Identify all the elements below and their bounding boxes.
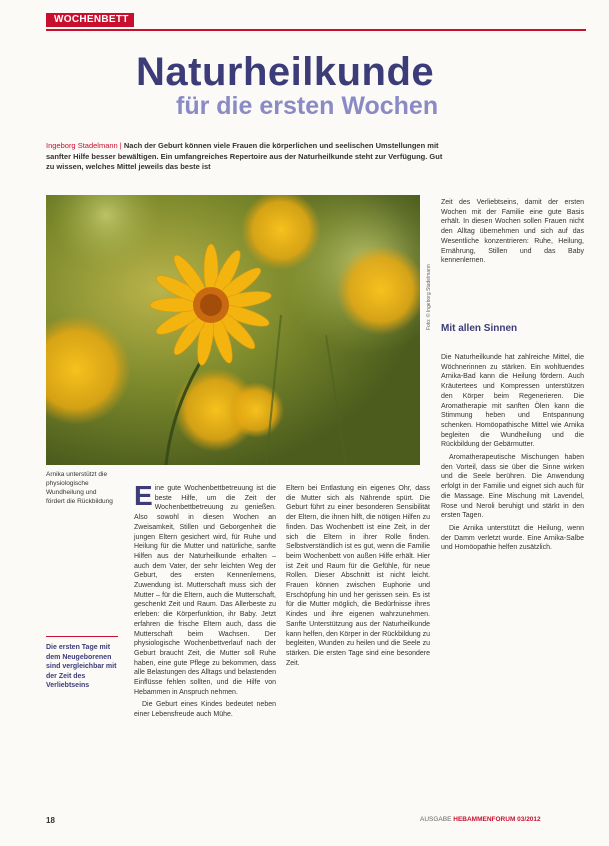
article-title: Naturheilkunde (136, 50, 435, 94)
col3-paragraph-3: Die Arnika unterstützt die Heilung, wenn der Damm verletzt wurde. Eine Arnika-Salbe und Homöopathie helfen zusätzlich. (441, 524, 584, 552)
footer-magazine (420, 816, 541, 823)
pullquote: Die ersten Tage mit dem Neugeborenen sind vergleichbar mit der Zeit des Verliebtseins (46, 644, 117, 689)
body-column-3-top (441, 198, 584, 269)
body-column-3 (441, 353, 584, 556)
footer-prefix: AUSGABE (420, 816, 452, 823)
article-intro (46, 141, 450, 173)
drop-cap: E (134, 480, 153, 511)
body-column-1 (134, 480, 276, 723)
col1-paragraph-2: Die Geburt eines Kindes bedeutet neben einer Lebensfreude auch Mühe. (134, 701, 276, 719)
arnica-photo (46, 195, 420, 465)
col2-paragraph: Eltern bei Entlastung ein eigenes Ohr, dass die Mutter sich als Nährende spürt. Die Geburt führt zu einer besonderen Sensibilität der Eltern, die ihnen hilft, die nötigen Hilfen zu finden. Das Wochenbett ist eine Zeit, in der sich die Eltern in ihrer Rolle finden. Selbstverständlich ist es gut, wenn die Familie beim Wochenbett von außen Hilfe erhält. Hier ist Zeit und Raum für die Gefühle, für neue Rollen. Dieser Abschnitt ist nicht leicht. Frauen können zwischen Euphorie und Erschöpfung hin und her gerissen sein. Es ist für die Mutter möglich, die Bedürfnisse ihres Kindes und ihre eigenen wahrzunehmen. Sanfte Unterstützung aus der Naturheilkunde kann helfen, den Körper in der Rückbildung zu begleiten, Wunden zu heilen und die Seele zu stärken. Die ersten Tage sind eine besondere Zeit. (286, 485, 430, 667)
intro-text: Nach der Geburt können viele Frauen die körperlichen und seelischen Umstellungen mit sanfter Hilfe besser bewältigen. Ein umfangreiches Repertoire aus der Naturheilkunde steht zur Verfügung. Gut zu wissen, welches Mittel jeweils das beste ist (46, 141, 443, 171)
col3-paragraph-2: Aromatherapeutische Mischungen haben den Vorteil, dass sie über die Sinne wirken und die Seele berühren. Die Anwendung erfolgt in der Familie und eignet sich auch für die Massage. Eine Mischung mit Lavendel, Rose und Neroli beruhigt und stärkt in den ersten Tagen. (441, 454, 584, 520)
col3-top-paragraph: Zeit des Verliebtseins, damit der ersten Wochen mit der Familie eine gute Basis erhält. In diesen Wochen sollen Frauen nicht den Alltag übernehmen und sich auf das Wesentliche konzentrieren: Ruhe, Heilung, Ernährung, Stillen und das Baby kennenlernen. (441, 199, 584, 265)
header-rule (46, 29, 586, 31)
intro-author: Ingeborg Stadelmann | (46, 141, 122, 150)
photo-caption: Arnika unterstützt die physiologische Wundheilung und fördert die Rückbildung (46, 471, 113, 505)
section-subhead: Mit allen Sinnen (441, 323, 518, 334)
page-number: 18 (46, 816, 55, 825)
section-tag: WOCHENBETT (46, 13, 134, 27)
pullquote-rule (46, 636, 118, 637)
col3-paragraph-1: Die Naturheilkunde hat zahlreiche Mittel, die Wöchnerinnen zu stärken. Ein wohltuendes Arnika-Bad kann die Heilung fördern. Auch Kräutertees und Kompressen unterstützen den Körper beim Regenerieren. Die Aromatherapie mit sanften Ölen kann die Stimmung heben und Entspannung schenken. Homöopathische Mittel wie Arnika begleiten die Wundheilung und die Rückbildung der Gebärmutter. (441, 354, 584, 449)
article-subtitle: für die ersten Wochen (176, 92, 439, 120)
body-column-2 (286, 484, 430, 671)
photo-credit: Foto: © Ingeborg Stadelmann (426, 264, 432, 330)
col1-paragraph: ine gute Wochenbettbetreuung ist die beste Hilfe, um die Zeit der Wochenbettbetreuung zu genießen. Also sowohl in diesen Wochen an Zweisamkeit, Stillen und Geborgenheit die jungen Eltern gesichert wird, für Ruhe und Heilung für die Mutter und natürliche, sanfte Hilfen aus der Naturheilkunde erhalten – auch dem Vater, der sehr leichten Weg der Geburt, des ersten Kennenlernens, Zuwendung ist. Mutterschaft muss sich der Mutter – für die Eltern, auch die Mutterschaft, geschenkt Zeit und Raum. Das Allerbeste zu erleben: die Körperfunktion, ihr Baby. Jetzt erfahren die frische Eltern auch, dass die Mutterschaft beim Wachsen. Der physiologische Wochenbettverlauf nach der Geburt braucht Zeit, die Mutter soll Ruhe haben, eine gute Pflege zu bekommen, dass alle Belastungen des Alltags und belastenden Einflüsse fehlen sollten, und die Hilfe von Hebammen in Anspruch nehmen. (134, 485, 276, 696)
footer-brand: HEBAMMENFORUM 03/2012 (453, 816, 541, 823)
